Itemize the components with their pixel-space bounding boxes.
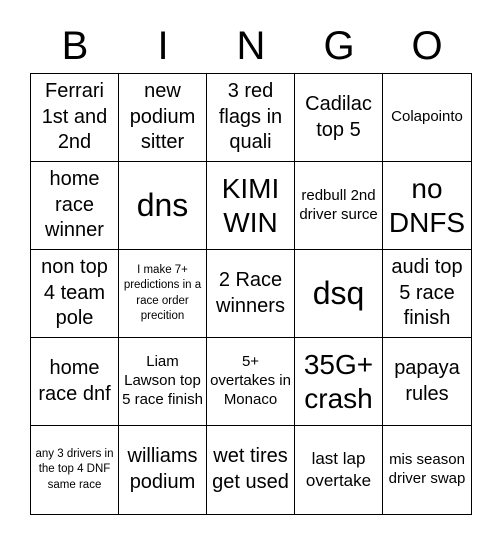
cell-text: dns <box>136 186 189 223</box>
cell-text: wet tires get used <box>212 445 289 493</box>
cell-text: williams podium <box>127 445 198 493</box>
bingo-cell[interactable] <box>207 338 295 426</box>
bingo-cell[interactable] <box>383 426 471 514</box>
bingo-cell[interactable] <box>207 426 295 514</box>
bingo-cell[interactable] <box>119 74 207 162</box>
bingo-cell[interactable] <box>207 74 295 162</box>
bingo-header <box>31 18 471 74</box>
cell-text: KIMI WIN <box>221 173 280 238</box>
header-letter-b: B <box>61 24 89 68</box>
bingo-cell[interactable] <box>119 162 207 250</box>
bingo-cell[interactable] <box>295 74 383 162</box>
header-letter-i: I <box>157 24 169 68</box>
bingo-cell[interactable] <box>119 250 207 338</box>
bingo-cell[interactable] <box>295 250 383 338</box>
cell-text: dsq <box>312 274 365 311</box>
cell-text: no DNFS <box>388 173 466 238</box>
bingo-cell[interactable] <box>295 338 383 426</box>
cell-text: home race dnf <box>38 356 111 405</box>
cell-text: Ferrari 1st and 2nd <box>41 80 108 154</box>
cell-text: I make 7+ predictions in a race order precition <box>123 264 202 322</box>
cell-text: new podium sitter <box>129 80 196 154</box>
cell-text: Liam Lawson top 5 race finish <box>122 353 203 408</box>
bingo-cell[interactable] <box>383 250 471 338</box>
cell-text: Colapointo <box>391 108 463 126</box>
cell-text: 2 Race winners <box>216 268 285 317</box>
cell-text: non top 4 team pole <box>41 256 108 330</box>
cell-text: redbull 2nd driver surce <box>299 186 378 223</box>
cell-text: any 3 drivers in the top 4 DNF same race <box>35 448 114 491</box>
cell-text: 3 red flags in quali <box>218 80 283 154</box>
header-letter-g: G <box>323 24 355 68</box>
bingo-cell[interactable] <box>31 74 119 162</box>
bingo-cell[interactable] <box>31 250 119 338</box>
bingo-cell[interactable] <box>207 250 295 338</box>
bingo-cell[interactable] <box>383 74 471 162</box>
bingo-cell[interactable] <box>207 162 295 250</box>
cell-text: Cadilac top 5 <box>305 92 372 141</box>
cell-text: audi top 5 race finish <box>391 256 463 330</box>
bingo-cell[interactable] <box>119 338 207 426</box>
bingo-cell[interactable] <box>31 162 119 250</box>
cell-text: 35G+ crash <box>303 349 374 414</box>
bingo-cell[interactable] <box>31 338 119 426</box>
cell-text: 5+ overtakes in Monaco <box>210 353 291 408</box>
cell-text: home race winner <box>45 168 104 242</box>
bingo-cell[interactable] <box>383 338 471 426</box>
bingo-cell[interactable] <box>119 426 207 514</box>
cell-text: papaya rules <box>394 356 460 405</box>
bingo-cell[interactable] <box>383 162 471 250</box>
bingo-cell[interactable] <box>295 162 383 250</box>
bingo-board <box>30 73 472 515</box>
header-letter-o: O <box>411 24 443 68</box>
bingo-cell[interactable] <box>295 426 383 514</box>
bingo-cell[interactable] <box>31 426 119 514</box>
cell-text: mis season driver swap <box>388 451 466 487</box>
header-letter-n: N <box>236 24 266 68</box>
cell-text: last lap overtake <box>305 449 372 490</box>
